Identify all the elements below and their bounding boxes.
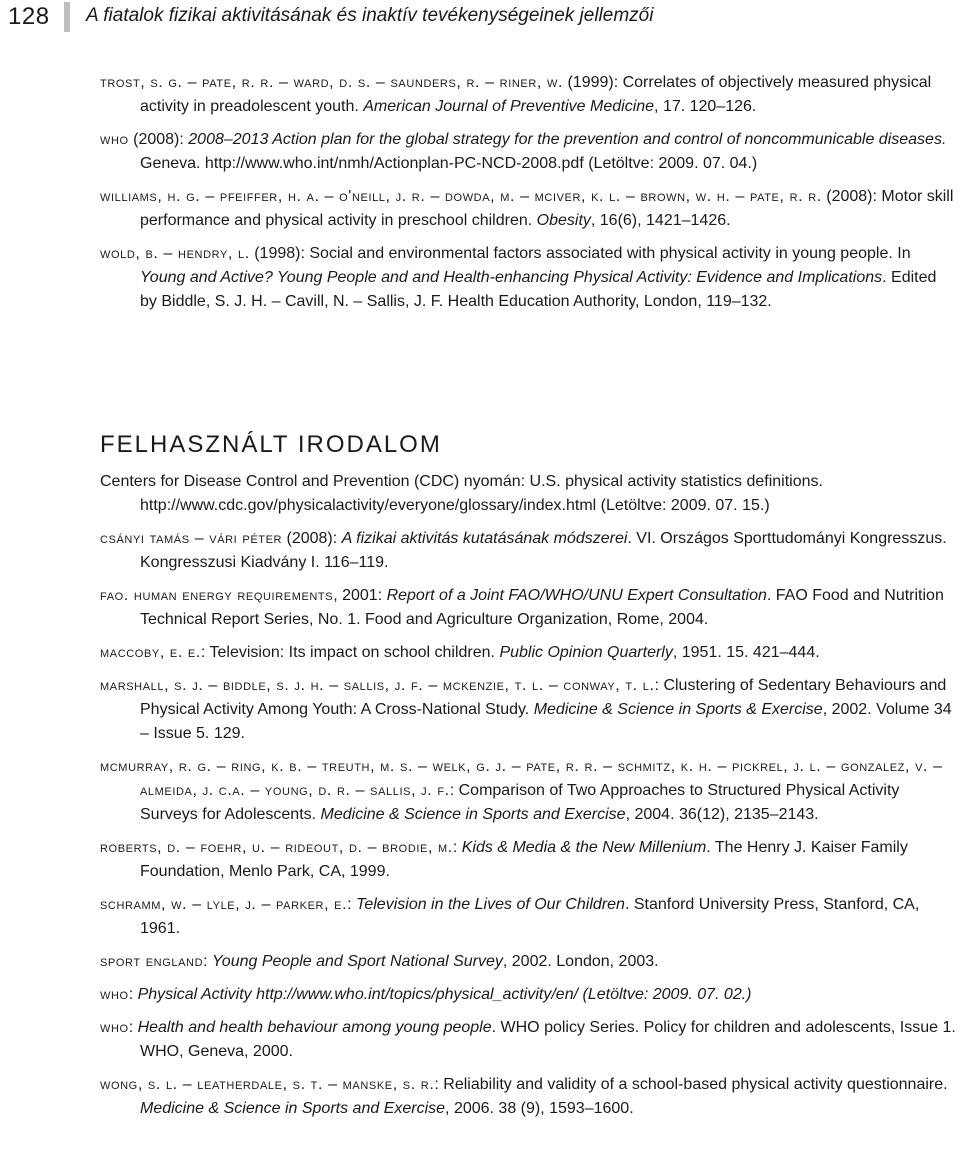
reference-tail: . VI. Országos Sporttudományi Kongresszus. Kongresszusi Kiadvány I. 116–119.: [140, 530, 947, 571]
reference-tail: , 2006. 38 (9), 1593–1600.: [445, 1100, 634, 1117]
reference-authors: mcmurray, r. g. – ring, k. b. – treuth, m. s. – welk, g. j. – pate, r. r. – schmitz, k. h. – pickrel, j. l. – gonzalez, v. – almeida, j. c.a. – young, d. r. – sallis, j. f.: [100, 758, 943, 799]
reference-entry: [100, 128, 956, 176]
reference-text: : Reliability and validity of a school-based physical activity questionnaire.: [434, 1076, 948, 1093]
reference-tail: , 1951. 15. 421–444.: [672, 644, 820, 661]
reference-italic: Physical Activity http://www.who.int/topics/physical_activity/en/ (Letöltve: 2009. 07. 02.): [137, 986, 752, 1003]
reference-italic: A fizikai aktivitás kutatásának módszerei: [341, 530, 628, 547]
reference-italic: Medicine & Science in Sports and Exercise: [140, 1100, 446, 1117]
reference-italic: Public Opinion Quarterly: [499, 644, 673, 661]
reference-text: : Clustering of Sedentary Behaviours and Physical Activity Among Youth: A Cross-National Study.: [140, 677, 947, 718]
reference-text: :: [203, 953, 213, 970]
reference-italic: Television in the Lives of Our Children: [356, 896, 625, 913]
reference-text: , 2001:: [333, 587, 387, 604]
reference-text: : Comparison of Two Approaches to Structured Physical Activity Surveys for Adolescents.: [140, 782, 900, 823]
page-number: 128: [8, 3, 50, 30]
reference-entry: [100, 893, 956, 941]
reference-entry: [100, 1073, 956, 1121]
reference-authors: sport england: [100, 953, 204, 970]
reference-tail: Geneva. http://www.who.int/nmh/Actionplan-PC-NCD-2008.pdf (Letöltve: 2009. 07. 04.): [140, 155, 758, 172]
reference-text: :: [128, 1019, 138, 1036]
reference-text: :: [128, 986, 138, 1003]
reference-text: :: [452, 839, 462, 856]
reference-authors: wold, b. – hendry, l.: [100, 245, 250, 262]
reference-entry: [100, 674, 956, 746]
reference-entry: [100, 185, 956, 233]
reference-authors: maccoby, e. e.: [100, 644, 201, 661]
reference-authors: wong, s. l. – leatherdale, s. t. – manske, s. r.: [100, 1076, 435, 1093]
header-divider: [64, 2, 70, 32]
reference-text: (2008):: [282, 530, 342, 547]
reference-authors: csányi tamás – vári péter: [100, 530, 283, 547]
reference-italic: Young and Active? Young People and and Health-enhancing Physical Activity: Evidence and Implications: [140, 269, 883, 286]
running-title: A fiatalok fizikai aktivitásának és inaktív tevékenységeinek jellemzői: [86, 5, 654, 26]
reference-tail: , 2002. Volume 34 – Issue 5. 129.: [140, 701, 952, 742]
reference-authors: who: [100, 986, 129, 1003]
reference-italic: Medicine & Science in Sports and Exercise: [320, 806, 626, 823]
reference-italic: American Journal of Preventive Medicine: [363, 98, 655, 115]
reference-list-top: [100, 71, 956, 323]
reference-italic: Health and health behaviour among young people: [137, 1019, 492, 1036]
reference-text: (2008): Motor skill performance and physical activity in preschool children.: [140, 188, 954, 229]
reference-entry: [100, 527, 956, 575]
reference-authors: who: [100, 1019, 129, 1036]
reference-entry: [100, 470, 956, 518]
reference-tail: , 17. 120–126.: [654, 98, 757, 115]
reference-tail: . The Henry J. Kaiser Family Foundation, Menlo Park, CA, 1999.: [140, 839, 908, 880]
page-header: [0, 0, 960, 40]
reference-tail: . Edited by Biddle, S. J. H. – Cavill, N. – Sallis, J. F. Health Education Authority, London, 119–132.: [140, 269, 937, 310]
reference-list-bottom: [100, 470, 956, 1130]
reference-text: (2008):: [128, 131, 189, 148]
reference-italic: Obesity: [536, 212, 591, 229]
reference-text: :: [347, 896, 357, 913]
reference-entry: [100, 1016, 956, 1064]
reference-authors: who: [100, 131, 129, 148]
reference-italic: Young People and Sport National Survey: [212, 953, 503, 970]
reference-authors: trost, s. g. – pate, r. r. – ward, d. s. – saunders, r. – riner, w.: [100, 74, 564, 91]
reference-text: (1999): Correlates of objectively measured physical activity in preadolescent youth.: [140, 74, 932, 115]
reference-tail: , 2002. London, 2003.: [502, 953, 659, 970]
reference-italic: Report of a Joint FAO/WHO/UNU Expert Consultation: [386, 587, 767, 604]
section-title: FELHASZNÁLT IRODALOM: [100, 431, 442, 458]
reference-authors: roberts, d. – foehr, u. – rideout, d. – brodie, m.: [100, 839, 453, 856]
reference-tail: . FAO Food and Nutrition Technical Report Series, No. 1. Food and Agriculture Organization, Rome, 2004.: [140, 587, 944, 628]
reference-entry: [100, 584, 956, 632]
reference-entry: [100, 983, 956, 1007]
reference-entry: [100, 950, 956, 974]
reference-entry: [100, 755, 956, 827]
reference-italic: Kids & Media & the New Millenium: [461, 839, 707, 856]
reference-entry: [100, 641, 956, 665]
reference-text: (1998): Social and environmental factors associated with physical activity in young people. In: [249, 245, 911, 262]
reference-authors: williams, h. g. – pfeiffer, h. a. – o'neill, j. r. – dowda, m. – mciver, k. l. – brown, w. h. – pate, r. r.: [100, 188, 822, 205]
reference-tail: . WHO policy Series. Policy for children and adolescents, Issue 1. WHO, Geneva, 2000.: [140, 1019, 956, 1060]
reference-italic: Medicine & Science in Sports & Exercise: [533, 701, 823, 718]
reference-tail: . Stanford University Press, Stanford, CA, 1961.: [140, 896, 920, 937]
reference-italic: 2008–2013 Action plan for the global strategy for the prevention and control of noncommunicable diseases.: [188, 131, 947, 148]
reference-entry: [100, 71, 956, 119]
reference-authors: marshall, s. j. – biddle, s. j. h. – sallis, j. f. – mckenzie, t. l. – conway, t. l.: [100, 677, 655, 694]
reference-entry: [100, 242, 956, 314]
reference-text: Centers for Disease Control and Prevention (CDC) nyomán: U.S. physical activity statistics definitions. http://www.cdc.gov/physicalactivity/everyone/glossary/index.html (Letöltve: 2009. 07. 15.): [100, 473, 823, 514]
reference-entry: [100, 836, 956, 884]
reference-text: : Television: Its impact on school children.: [200, 644, 500, 661]
reference-authors: schramm, w. – lyle, j. – parker, e.: [100, 896, 348, 913]
reference-tail: , 16(6), 1421–1426.: [590, 212, 731, 229]
reference-authors: fao. human energy requirements: [100, 587, 334, 604]
reference-tail: , 2004. 36(12), 2135–2143.: [625, 806, 819, 823]
